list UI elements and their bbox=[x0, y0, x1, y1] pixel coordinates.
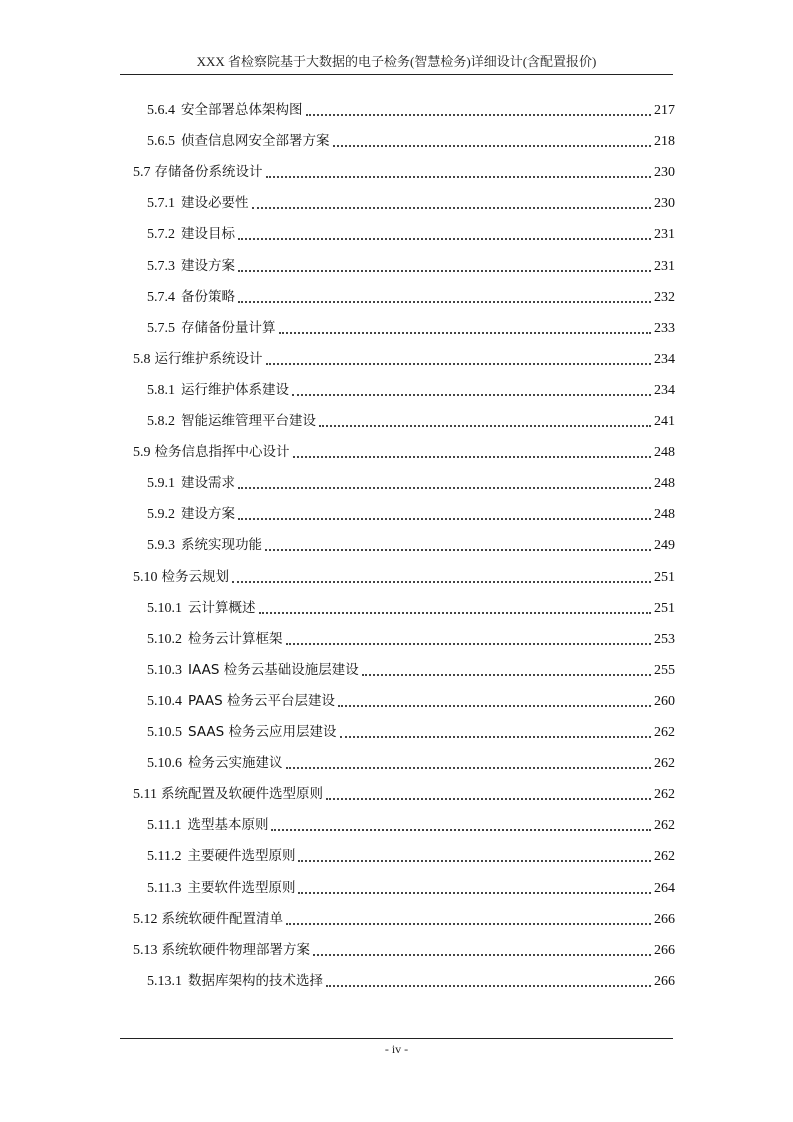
toc-entry-number: 5.10.2 bbox=[147, 631, 182, 647]
toc-leader-dots bbox=[265, 548, 651, 551]
toc-entry-page: 230 bbox=[654, 196, 675, 212]
toc-entry-number: 5.9.1 bbox=[147, 476, 175, 492]
toc-entry[interactable] bbox=[147, 810, 675, 841]
toc-entry-page: 262 bbox=[654, 818, 675, 834]
toc-entry-number: 5.11.3 bbox=[147, 880, 182, 896]
toc-entry[interactable] bbox=[147, 841, 675, 872]
toc-entry-page: 218 bbox=[654, 134, 675, 150]
toc-entry-page: 231 bbox=[654, 227, 675, 243]
toc-entry-page: 251 bbox=[654, 569, 675, 585]
toc-entry-title: 主要硬件选型原则 bbox=[187, 848, 296, 865]
toc-entry[interactable] bbox=[147, 251, 675, 282]
toc-leader-dots bbox=[238, 486, 651, 489]
toc-entry-title: 运行维护体系建设 bbox=[181, 381, 289, 398]
toc-entry[interactable] bbox=[147, 313, 675, 344]
toc-entry-title: 系统软硬件配置清单 bbox=[161, 910, 283, 927]
toc-leader-dots bbox=[298, 891, 651, 894]
toc-entry[interactable] bbox=[147, 126, 675, 157]
toc-entry-title: 建设方案 bbox=[181, 506, 235, 523]
toc-entry-page: 231 bbox=[654, 258, 675, 274]
toc-leader-dots bbox=[238, 517, 651, 520]
toc-entry-number: 5.9.2 bbox=[147, 507, 175, 523]
toc-entry-page: 232 bbox=[654, 289, 675, 305]
toc-entry[interactable] bbox=[147, 966, 675, 997]
toc-leader-dots bbox=[313, 953, 651, 956]
toc-entry-number: 5.11.2 bbox=[147, 849, 182, 865]
toc-leader-dots bbox=[259, 611, 652, 614]
toc-entry-number: 5.13 bbox=[133, 942, 158, 958]
toc-leader-dots bbox=[238, 300, 651, 303]
toc-entry[interactable] bbox=[147, 748, 675, 779]
toc-leader-dots bbox=[266, 175, 652, 178]
toc-entry-number: 5.7.1 bbox=[147, 196, 175, 212]
toc-entry[interactable] bbox=[147, 655, 675, 686]
page-number: - iv - bbox=[384, 1042, 409, 1056]
toc-entry[interactable] bbox=[133, 157, 675, 188]
toc-entry-page: 262 bbox=[654, 849, 675, 865]
toc-entry-number: 5.7.4 bbox=[147, 289, 175, 305]
toc-entry[interactable] bbox=[147, 95, 675, 126]
toc-entry-title: 系统实现功能 bbox=[181, 537, 262, 554]
toc-entry-number: 5.7.5 bbox=[147, 320, 175, 336]
toc-entry-number: 5.10.6 bbox=[147, 756, 182, 772]
toc-entry[interactable] bbox=[147, 219, 675, 250]
toc-entry-page: 266 bbox=[654, 942, 675, 958]
toc-entry[interactable] bbox=[147, 530, 675, 561]
toc-entry-number: 5.10.1 bbox=[147, 600, 182, 616]
toc-entry-title: SAAS 检务云应用层建设 bbox=[188, 724, 337, 740]
toc-entry-title: 智能运维管理平台建设 bbox=[181, 413, 316, 429]
toc-leader-dots bbox=[252, 206, 652, 209]
toc-entry-title: 数据库架构的技术选择 bbox=[188, 972, 323, 989]
toc-entry[interactable] bbox=[133, 437, 675, 468]
toc-entry-title: 建设需求 bbox=[181, 475, 235, 492]
toc-entry[interactable] bbox=[147, 375, 675, 406]
toc-entry-page: 248 bbox=[654, 445, 675, 461]
toc-leader-dots bbox=[238, 237, 651, 240]
toc-entry[interactable] bbox=[147, 593, 675, 624]
toc-entry-page: 249 bbox=[654, 538, 675, 554]
toc-entry-number: 5.7.3 bbox=[147, 258, 175, 274]
toc-entry-number: 5.13.1 bbox=[147, 973, 182, 989]
toc-leader-dots bbox=[271, 828, 651, 831]
toc-leader-dots bbox=[326, 984, 651, 987]
toc-entry-title: PAAS 检务云平台层建设 bbox=[188, 692, 335, 709]
toc-leader-dots bbox=[319, 424, 651, 427]
toc-leader-dots bbox=[326, 797, 651, 800]
toc-entry-page: 233 bbox=[654, 320, 675, 336]
toc-entry-number: 5.10.3 bbox=[147, 662, 182, 678]
toc-leader-dots bbox=[286, 642, 652, 645]
footer-rule bbox=[120, 1038, 673, 1039]
toc-entry-title: 系统软硬件物理部署方案 bbox=[161, 941, 310, 958]
toc-entry-number: 5.8.2 bbox=[147, 414, 175, 429]
toc-entry-title: 选型基本原则 bbox=[187, 817, 269, 834]
toc-entry-page: 253 bbox=[654, 631, 675, 647]
toc-entry-title: 存储备份量计算 bbox=[181, 319, 276, 336]
toc-leader-dots bbox=[293, 455, 652, 458]
toc-entry[interactable] bbox=[147, 499, 675, 530]
toc-entry-page: 251 bbox=[654, 600, 675, 616]
toc-entry-page: 262 bbox=[654, 725, 675, 740]
toc-entry-number: 5.10.5 bbox=[147, 725, 182, 740]
toc-leader-dots bbox=[238, 269, 651, 272]
toc-entry-number: 5.7 bbox=[133, 165, 151, 181]
toc-entry-page: 260 bbox=[654, 693, 675, 709]
toc-entry-number: 5.6.4 bbox=[147, 103, 175, 118]
toc-entry-page: 248 bbox=[654, 507, 675, 523]
toc-entry-title: 存储备份系统设计 bbox=[154, 164, 263, 181]
toc-entry-title: 建设必要性 bbox=[181, 195, 249, 212]
toc-leader-dots bbox=[340, 735, 651, 738]
toc-entry[interactable] bbox=[147, 624, 675, 655]
toc-entry-page: 234 bbox=[654, 382, 675, 398]
toc-entry-number: 5.10 bbox=[133, 569, 158, 585]
toc-entry-page: 262 bbox=[654, 756, 675, 772]
toc-entry-page: 262 bbox=[654, 787, 675, 803]
toc-entry[interactable] bbox=[133, 344, 675, 375]
toc-entry-page: 230 bbox=[654, 165, 675, 181]
toc-entry-number: 5.9.3 bbox=[147, 538, 175, 554]
toc-entry[interactable] bbox=[133, 562, 675, 593]
toc-entry[interactable] bbox=[147, 468, 675, 499]
toc-entry-page: 248 bbox=[654, 476, 675, 492]
toc-entry-title: 主要软件选型原则 bbox=[187, 879, 296, 896]
toc-entry[interactable] bbox=[133, 904, 675, 935]
toc-leader-dots bbox=[266, 362, 652, 365]
toc-entry-title: 云计算概述 bbox=[188, 599, 256, 616]
toc-entry[interactable] bbox=[147, 406, 675, 437]
toc-entry-title: 检务云计算框架 bbox=[188, 630, 283, 647]
toc-leader-dots bbox=[286, 766, 652, 769]
toc-entry-number: 5.8 bbox=[133, 351, 151, 367]
toc-entry-title: 检务云实施建议 bbox=[188, 755, 283, 772]
toc-leader-dots bbox=[298, 859, 651, 862]
toc-entry[interactable] bbox=[133, 779, 675, 810]
toc-entry-page: 266 bbox=[654, 973, 675, 989]
toc-entry-title: 检务信息指挥中心设计 bbox=[154, 444, 290, 461]
toc-leader-dots bbox=[306, 113, 652, 116]
toc-leader-dots bbox=[279, 331, 652, 334]
toc-entry-number: 5.11 bbox=[133, 787, 157, 803]
toc-entry-page: 217 bbox=[654, 103, 675, 118]
toc-entry-number: 5.11.1 bbox=[147, 818, 182, 834]
toc-entry-page: 241 bbox=[654, 414, 675, 429]
toc-entry[interactable] bbox=[133, 935, 675, 966]
toc-entry-page: 264 bbox=[654, 880, 675, 896]
toc-leader-dots bbox=[338, 704, 651, 707]
toc-leader-dots bbox=[333, 144, 652, 147]
toc-entry-number: 5.6.5 bbox=[147, 134, 175, 150]
toc-entry-page: 266 bbox=[654, 911, 675, 927]
toc-entry-title: 备份策略 bbox=[181, 288, 235, 305]
toc-entry[interactable] bbox=[147, 717, 675, 748]
toc-entry-title: 检务云规划 bbox=[161, 568, 229, 585]
toc-entry[interactable] bbox=[147, 873, 675, 904]
toc-entry-title: 建设方案 bbox=[181, 257, 235, 274]
toc-entry-number: 5.8.1 bbox=[147, 382, 175, 398]
toc-entry-number: 5.12 bbox=[133, 911, 158, 927]
toc-entry-number: 5.10.4 bbox=[147, 693, 182, 709]
toc-leader-dots bbox=[232, 580, 651, 583]
toc-leader-dots bbox=[292, 393, 651, 396]
toc-entry[interactable] bbox=[147, 282, 675, 313]
toc-entry-page: 255 bbox=[654, 662, 675, 678]
toc-entry-title: 运行维护系统设计 bbox=[154, 350, 263, 367]
running-header: XXX 省检察院基于大数据的电子检务(智慧检务)详细设计(含配置报价) bbox=[120, 50, 673, 75]
toc-entry-title: 系统配置及软硬件选型原则 bbox=[160, 786, 323, 803]
toc-entry[interactable] bbox=[147, 188, 675, 219]
toc-entry-number: 5.7.2 bbox=[147, 227, 175, 243]
toc-entry-page: 234 bbox=[654, 351, 675, 367]
toc-leader-dots bbox=[362, 673, 651, 676]
toc-entry-title: 侦查信息网安全部署方案 bbox=[181, 133, 330, 150]
toc-entry-title: IAAS 检务云基础设施层建设 bbox=[188, 661, 359, 678]
toc-entry-title: 安全部署总体架构图 bbox=[181, 102, 303, 118]
toc-leader-dots bbox=[286, 922, 651, 925]
toc-entry[interactable] bbox=[147, 686, 675, 717]
toc-entry-title: 建设目标 bbox=[181, 226, 235, 243]
toc-entry-number: 5.9 bbox=[133, 445, 151, 461]
